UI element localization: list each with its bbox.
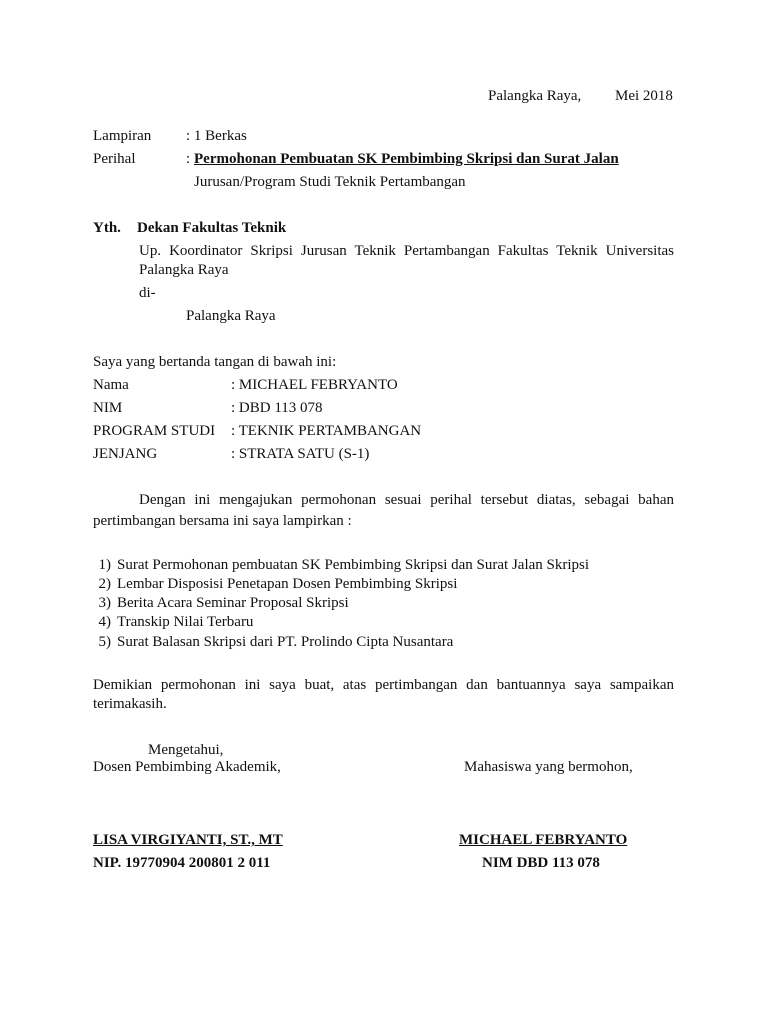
list-number: 3) <box>98 595 111 611</box>
signature-left-heading2: Dosen Pembimbing Akademik, <box>93 759 281 775</box>
intro-text: Saya yang bertanda tangan di bawah ini: <box>93 354 337 370</box>
lampiran-value: : 1 Berkas <box>186 128 247 144</box>
list-number: 2) <box>98 576 111 592</box>
addressee-di: di- <box>139 285 156 301</box>
list-item <box>86 633 453 651</box>
perihal-colon: : <box>186 151 191 167</box>
yth-label: Yth. <box>93 220 121 236</box>
list-item <box>86 575 457 593</box>
place-text: Palangka Raya, <box>488 88 582 104</box>
list-text: Surat Balasan Skripsi dari PT. Prolindo Cipta Nusantara <box>117 634 454 650</box>
perihal-label: Perihal <box>93 151 136 167</box>
list-text: Transkip Nilai Terbaru <box>117 614 254 630</box>
list-number: 4) <box>98 614 111 630</box>
perihal-subject: Permohonan Pembuatan SK Pembimbing Skripsi dan Surat Jalan <box>194 151 619 167</box>
list-text: Berita Acara Seminar Proposal Skripsi <box>117 595 349 611</box>
list-text: Lembar Disposisi Penetapan Dosen Pembimbing Skripsi <box>117 576 458 592</box>
addressee-up-line1: Up. Koordinator Skripsi Jurusan Teknik Pertambangan Fakultas Teknik Universitas <box>139 243 674 259</box>
identity-label: JENJANG <box>93 446 158 462</box>
signature-left-name: LISA VIRGIYANTI, ST., MT <box>93 832 283 848</box>
signature-right-id: NIM DBD 113 078 <box>482 855 600 871</box>
list-item <box>86 556 589 574</box>
identity-value: : MICHAEL FEBRYANTO <box>231 377 398 393</box>
list-number: 1) <box>98 557 111 573</box>
identity-label: PROGRAM STUDI <box>93 423 216 439</box>
list-number: 5) <box>98 634 111 650</box>
addressee-up-line2: Palangka Raya <box>139 262 229 278</box>
body-paragraph-line1: Dengan ini mengajukan permohonan sesuai perihal tersebut diatas, sebagai bahan <box>139 492 674 508</box>
signature-left-heading1: Mengetahui, <box>148 742 224 758</box>
closing-line1: Demikian permohonan ini saya buat, atas pertimbangan dan bantuannya saya sampaikan <box>93 677 674 693</box>
list-item <box>86 594 349 612</box>
identity-value: : DBD 113 078 <box>231 400 323 416</box>
identity-value: : TEKNIK PERTAMBANGAN <box>231 423 422 439</box>
body-paragraph-line2: pertimbangan bersama ini saya lampirkan : <box>93 513 352 529</box>
lampiran-label: Lampiran <box>93 128 152 144</box>
signature-right-heading: Mahasiswa yang bermohon, <box>464 759 633 775</box>
identity-label: Nama <box>93 377 129 393</box>
addressee-city: Palangka Raya <box>186 308 276 324</box>
identity-value: : STRATA SATU (S-1) <box>231 446 370 462</box>
date-text: Mei 2018 <box>615 88 673 104</box>
addressee-name: Dekan Fakultas Teknik <box>137 220 287 236</box>
list-item <box>86 613 253 631</box>
identity-label: NIM <box>93 400 123 416</box>
perihal-subject-line2: Jurusan/Program Studi Teknik Pertambangan <box>194 174 466 190</box>
signature-left-id: NIP. 19770904 200801 2 011 <box>93 855 271 871</box>
signature-right-name: MICHAEL FEBRYANTO <box>459 832 628 848</box>
list-text: Surat Permohonan pembuatan SK Pembimbing Skripsi dan Surat Jalan Skripsi <box>117 557 590 573</box>
closing-line2: terimakasih. <box>93 696 167 712</box>
